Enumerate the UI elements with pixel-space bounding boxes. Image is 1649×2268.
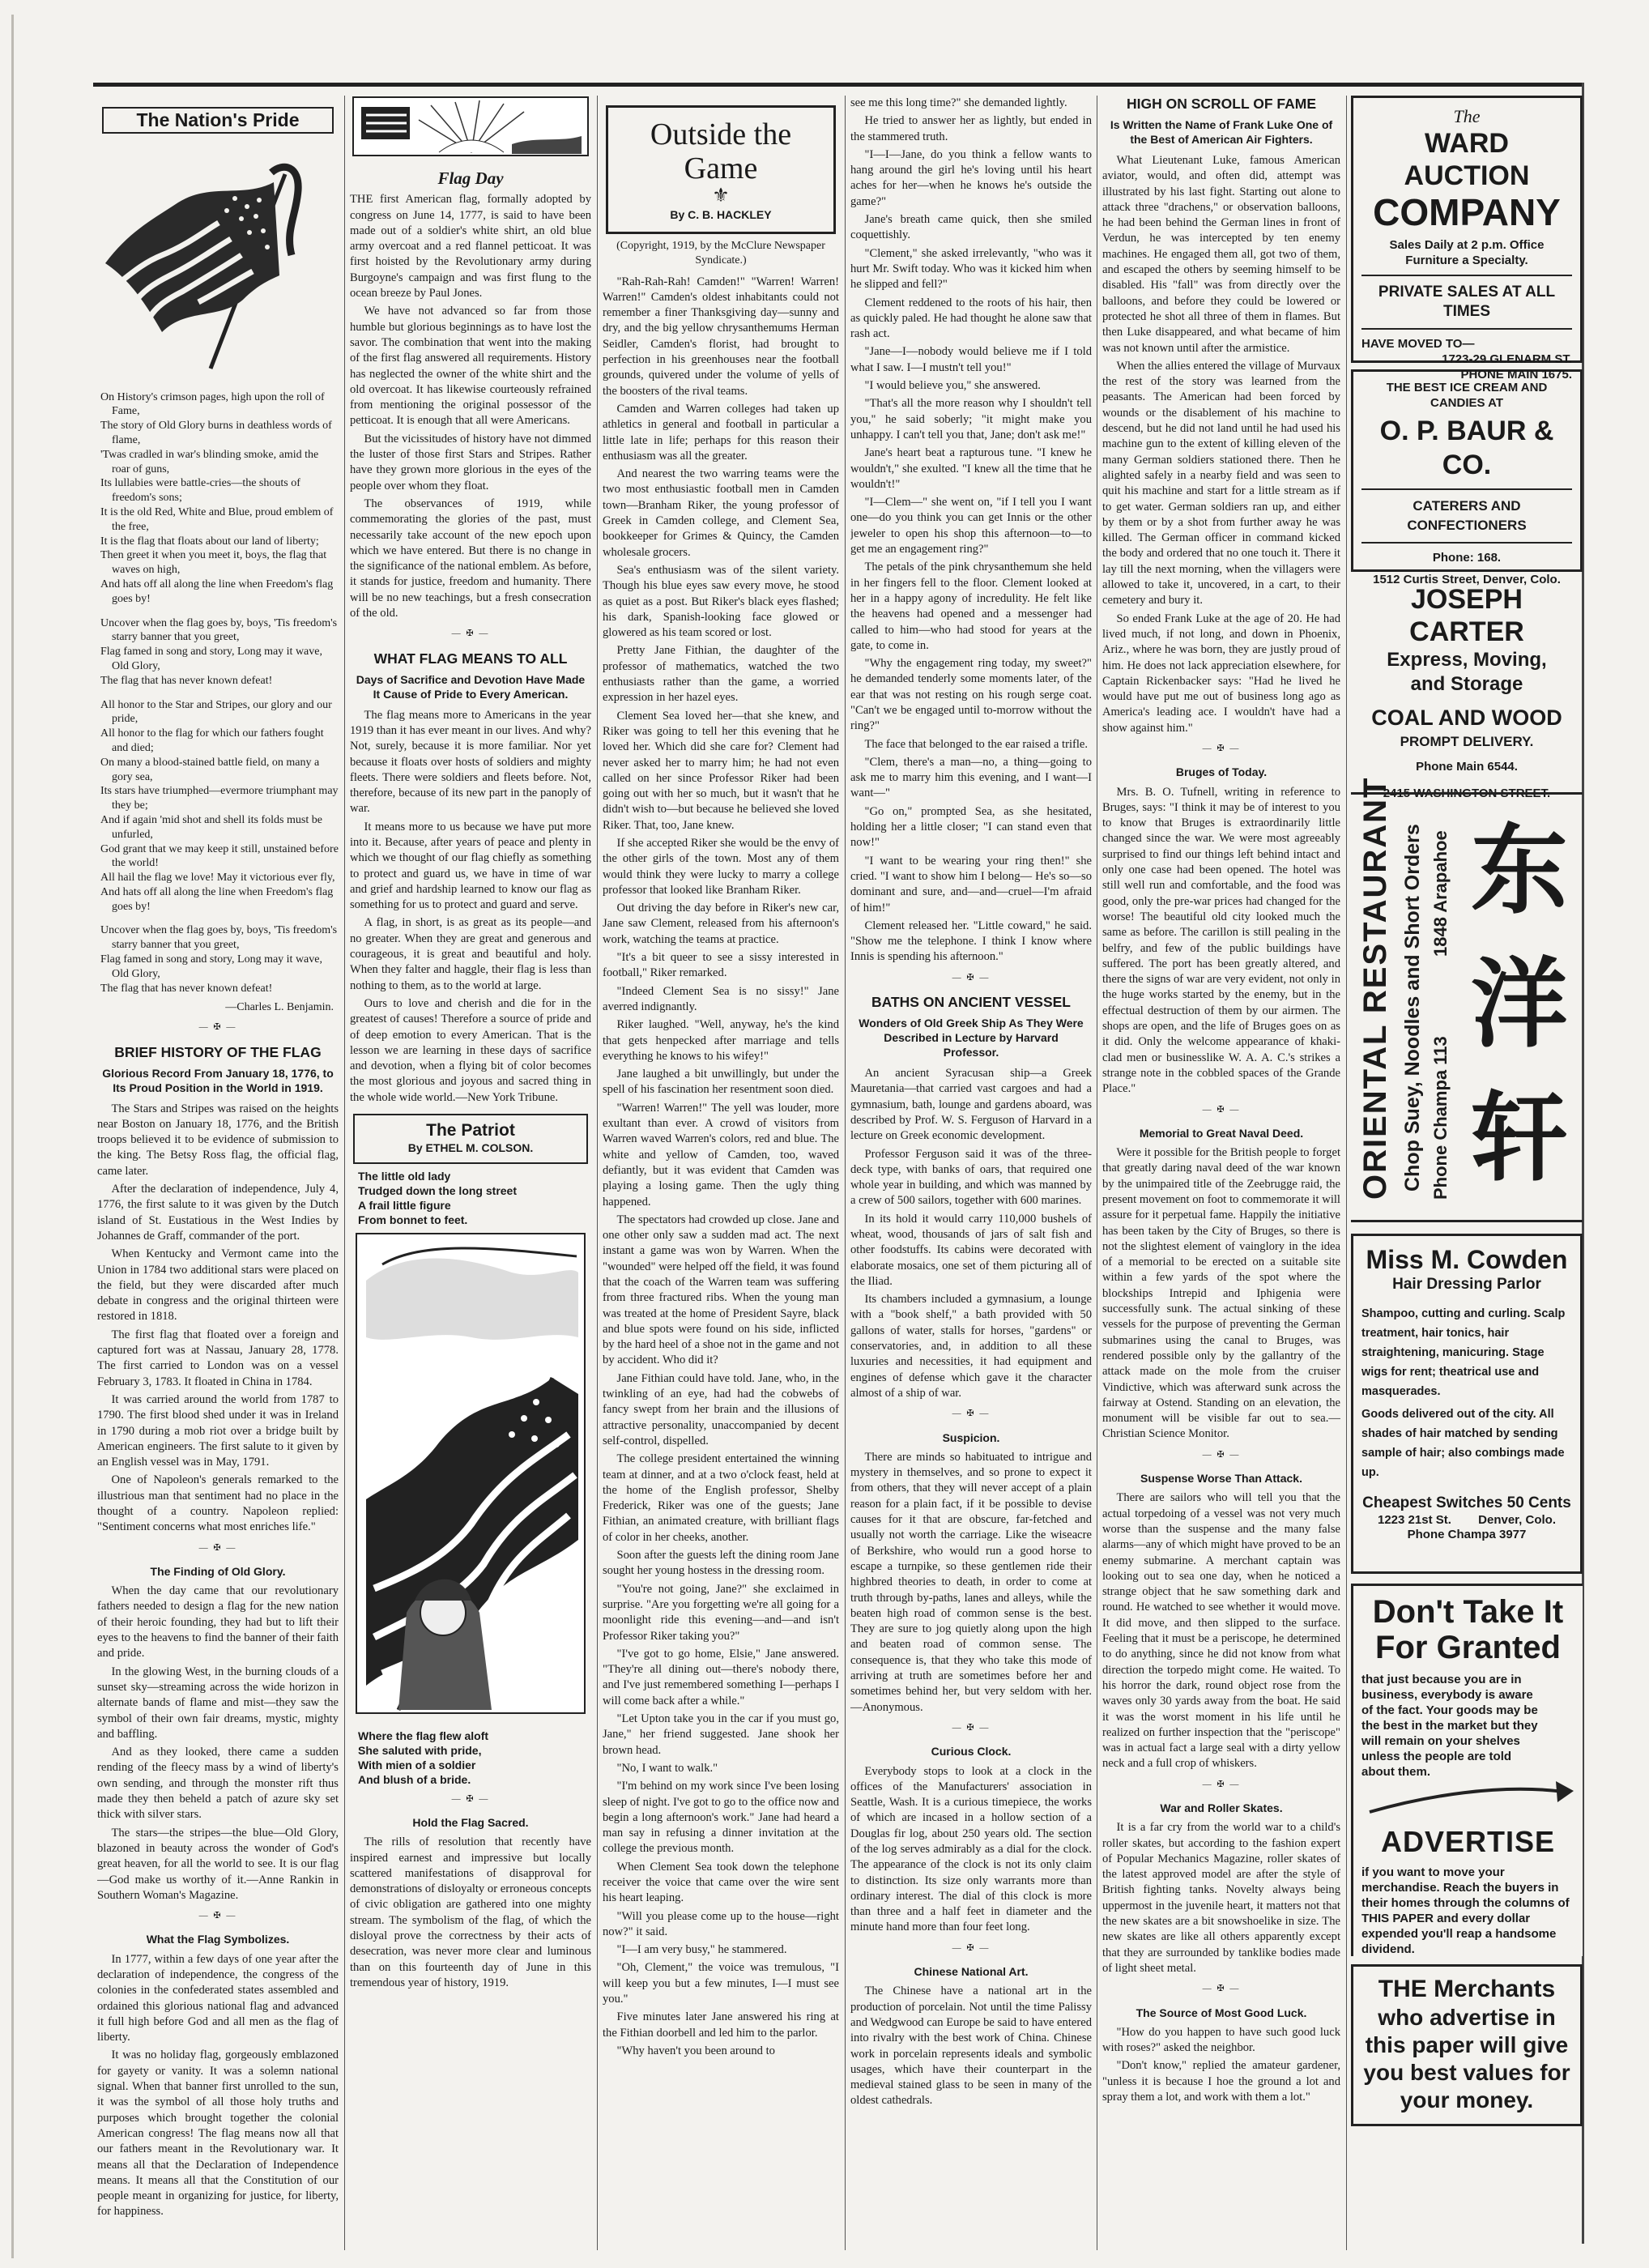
poem-line: All honor to the Star and Stripes, our glory and our pride, (100, 698, 332, 726)
paragraph: The petals of the pink chrysanthemum she held in her fingers fell to the floor. Clement looked at her in a happy agony of incredulity. He felt like the heavens had opened and a messenger had called to him—who had stood for years at the gate, to come in. (850, 561, 1092, 652)
paragraph: Clement Sea loved her—that she knew, and Riker was going to tell her this evening that he loved her. Which did she care for? Clement had never asked her to marry him; he had not even called on her since Professor Riker had been going out with her so much, but it wasn't that he didn't wish to—but because he believed she loved Riker. That, too, Jane knew. (603, 709, 839, 832)
flag-day-header-art (350, 96, 591, 159)
story-byline: By C. B. HACKLEY (670, 208, 772, 222)
column-4 (850, 96, 1092, 2258)
baur-ad (1351, 369, 1583, 586)
poem-line: And hats off all along the line when Freedom's flag goes by! (100, 578, 334, 605)
paragraph: "Rah-Rah-Rah! Camden!" "Warren! Warren! Warren!" Camden's oldest inhabitants could not remember a finer Thanksgiving day—sunny and dry, and the big yellow chrysanthemums Herman Seidler, Camden's florist, had brought to perfection in his greenhouses near the football grounds, quivered under the volume of yells of the boosters of the rival teams. (603, 275, 839, 398)
poem-line: And if again 'mid shot and shell its folds must be unfurled, (100, 813, 322, 841)
luke-subheading: Is Written the Name of Frank Luke One of the Best of American Air Fighters. (1110, 118, 1333, 146)
baur-phone: Phone: 168. (1432, 551, 1502, 565)
merchants-line-2: who advertise in (1378, 2005, 1556, 2030)
paragraph: "How do you happen to have such good luck with roses?" asked the neighbor. (1102, 2025, 1340, 2055)
paragraph: And nearest the two warring teams were the two most enthusiastic football men in Camden town—Branham Riker, the young professor of Greek in Camden college, and Clement Sea, bookkeeper for Grimes & Quincy, the Camden wholesale grocers. (603, 467, 839, 559)
story-title-line-1: Outside the (650, 117, 792, 151)
paragraph: Sea's enthusiasm was of the silent variety. Though his blue eyes saw every move, he stood as quiet as a post. But Riker's black eyes flashed; his dark, Spanish-looking face glowed or glowered as his team scored or lost. (603, 563, 839, 640)
paragraph: "Jane—I—nobody would believe me if I told what I saw. I—I mustn't tell you!" (850, 345, 1092, 374)
dont-take-it-for-granted-ad (1351, 1584, 1583, 1956)
poem-line: Flag famed in song and story, Long may it wave, Old Glory, (100, 646, 322, 672)
paragraph: Professor Ferguson said it was of the three-deck type, with banks of oars, that required one whole year in building, and which was manned by a crew of 500 sailors, together with 600 marines. (850, 1147, 1092, 1208)
oriental-chinese-characters: 东洋轩 (1471, 815, 1568, 1195)
divider: — ✠ — (198, 1542, 237, 1553)
paragraph: "Warren! Warren!" The yell was louder, more exultant than ever. A crowd of visitors from Warren waved Warren's colors, red and blue. The white and yellow of Camden, too, waved defiantly, but it was evident that Camden was playing a losing game. Then the ugly thing happened. (603, 1101, 839, 1209)
poem-line: From bonnet to feet. (358, 1213, 468, 1227)
paragraph: The stars—the stripes—the blue—Old Glory, blazoned in beauty across the wonder of God's great heaven, for all the world to see. It is our flag—God make us worthy of it.—Anne Rankin in Southern Woman's Magazine. (97, 1826, 339, 1902)
art-heading: Chinese National Art. (914, 1965, 1029, 1979)
symbol-heading: What the Flag Symbolizes. (146, 1933, 290, 1946)
luck-text (1102, 2025, 1340, 2105)
bruges-text (1102, 785, 1340, 1098)
baths-text (850, 1066, 1092, 1401)
paragraph: When Clement Sea took down the telephone receiver the voice that came over the wire sent his heart leaping. (603, 1860, 839, 1905)
poem-line: Flag famed in song and story, Long may it wave, Old Glory, (100, 953, 322, 980)
paragraph: Camden and Warren colleges had taken up athletics in general and football in particular a little late in life; perhaps for this reason their enthusiasm was all the greater. (603, 402, 839, 463)
baur-caterers: CATERERS AND (1413, 498, 1521, 514)
paragraph: It was carried around the world from 1787 to 1790. The first blood shed under it was in Ireland in 1790 during a mob riot over a bridge built by American engineers. The first salute to it given by an English vessel was in May, 1791. (97, 1392, 339, 1469)
merchants-line-1: THE Merchants (1378, 1976, 1556, 2002)
flag-day-heading: Flag Day (437, 168, 504, 189)
poem-line: And blush of a bride. (358, 1772, 471, 1786)
art-text (850, 1984, 1092, 2108)
paragraph: "It's a bit queer to see a sissy interested in football," Riker remarked. (603, 951, 839, 980)
poem-line: Uncover when the flag goes by, boys, 'Tis freedom's starry banner that you greet, (100, 616, 338, 644)
column-rule (845, 96, 846, 2250)
ward-name-2: COMPANY (1373, 191, 1561, 233)
divider: — ✠ — (451, 1793, 490, 1804)
paragraph: "I would believe you," she answered. (864, 379, 1041, 393)
paragraph: "Oh, Clement," the voice was tremulous, "I will keep you but a few minutes, I—I must see you." (603, 1961, 839, 2006)
clock-text (850, 1764, 1092, 1936)
poem-line: God grant that we may keep it still, unstained before the world! (100, 842, 339, 870)
granted-body-2: if you want to move your merchandise. Reach the buyers in their homes through the columns of THIS PAPER and every dollar expended you'll reap a handsome dividend. (1361, 1865, 1570, 1956)
fleur-de-lis-icon: ⚜ (712, 185, 730, 207)
patriot-heading: The Patriot (426, 1121, 515, 1140)
paragraph: "No, I want to walk." (616, 1761, 718, 1775)
story-text (603, 275, 839, 2060)
carter-line-3: COAL AND WOOD (1371, 706, 1562, 730)
poem-line: All hail the flag we love! May it victorious ever fly, (100, 872, 335, 885)
story-title-box (606, 105, 836, 234)
nations-pride-poem (100, 390, 339, 996)
paragraph: There are minds so habituated to intrigue and mystery in themselves, and so prone to expect it from others, that they will never accept of a plain reason for a plain fact, if it be possible to devise causes for it that are obscure, far-fetched and usually not worth the carriage. Like the wiseacre of Berkshire, who would run a good horse to escape a turnpike, so these gentlemen ride their highbred theories to death, in order to come at truth through by-paths, lanes and alleys, while the beaten high road of common sense is the best. They are sure to jog quietly along upon the high and beaten road of common sense. The consequence is, that they who take this mode of arriving at truth are sometimes before her and sometimes behind her, but very seldom with her.—Anonymous. (850, 1450, 1092, 1714)
paragraph: "Let Upton take you in the car if you must go, Jane," her friend suggested. Jane shook her brown head. (603, 1712, 839, 1757)
divider: — ✠ — (198, 1022, 237, 1033)
clock-heading: Curious Clock. (931, 1745, 1012, 1759)
divider: — ✠ — (952, 972, 991, 983)
baur-address: 1512 Curtis Street, Denver, Colo. (1373, 573, 1561, 586)
oriental-sub: Chop Suey, Noodles and Short Orders (1401, 824, 1424, 1192)
paragraph: It was no holiday flag, gorgeously emblazoned for gayety or vanity. It was a solemn national signal. When that banner first unrolled to the sun, it was the symbol of all those holy truths and purposes which brought together the colonial American congress! The flag means now all that our fathers meant in the Revolutionary war. It means all that the Declaration of Independence means. It means all that the Constitution of our people meant in organizing for justice, for liberty, for happiness. (97, 2048, 339, 2219)
granted-heading-1: Don't Take It (1372, 1594, 1564, 1630)
advertise-word: ADVERTISE (1380, 1825, 1556, 1858)
paragraph: "Clement," she asked irrelevantly, "who was it hurt Mr. Swift today. Who was it kicked him when he slipped and fell?" (850, 246, 1092, 292)
paragraph: "I—I—Jane, do you think a fellow wants to hang around the girl he's loving until his heart aches for her—when he knows he's outside the game?" (850, 147, 1092, 208)
paragraph: The flag means more to Americans in the year 1919 than it has ever meant in our lives. And why? Not, surely, because it is more familiar. Nor yet because it floats over hosts of soldiers and mighty fleets. There were soldiers and fleets before. Not, therefore, because of its new part in the panoply of war. (350, 708, 591, 816)
poem-line: She saluted with pride, (358, 1743, 482, 1757)
skates-text (1102, 1820, 1340, 1976)
ads-column (1351, 96, 1583, 2126)
paragraph: Its chambers included a gymnasium, a lounge with a "book shelf," a bath provided with 50 gallons of water, stalls for horses, "gardens" or conservatories, and, in addition to all these luxuries and necessities, it had equipment and engines of defense which gave it the character almost of a ship of war. (850, 1293, 1092, 1400)
paragraph: "You're not going, Jane?" she exclaimed in surprise. "Are you forgetting we're all going for a moonlight ride this evening—and—and isn't Professor Riker taking you?" (603, 1582, 839, 1643)
ward-auction-ad (1351, 96, 1583, 382)
poem-line: The flag that has never known defeat! (100, 982, 273, 995)
history-heading: BRIEF HISTORY OF THE FLAG (114, 1043, 322, 1060)
flag-illustration (97, 142, 339, 385)
divider: — ✠ — (198, 1911, 237, 1921)
cowden-body: Shampoo, cutting and curling. Scalp treatment, hair tonics, hair straightening, manicuring. Stage wigs for rent; theatrical use and masquerades. (1361, 1307, 1566, 1398)
paragraph: Were it possible for the British people to forget that greatly daring naval deed of the war known by the unimpaired title of the Zeebrugge raid, the present movement on foot to commemorate it will assure for it perpetual fame. Happily the initiative has been taken by the City of Bruges, so there is not the slightest element of vainglory in the idea of a memorial to be erected on a suitable site within a few yards of the spot where the blockships Intrepid and Iphigenia were successfully sunk. The actual sinking of these vessels for the purpose of preventing the German submarines using the canal to Bruges, was rendered possible only by the gallantry of the attack made on the mole from the cruiser Vindictive, which was afterward sunk across the fairway at Ostend. Standing on an elevation, the monument will be visible far out to sea.—Christian Science Monitor. (1102, 1146, 1340, 1441)
carter-address: 2415 WASHINGTON STREET. (1383, 787, 1551, 800)
luke-text (1102, 153, 1340, 736)
poem-line: Its stars have triumphed—evermore triumphant may they be; (100, 785, 339, 812)
paragraph: Clement reddened to the roots of his hair, then as quickly paled. He had thought he alone saw that rash act. (850, 296, 1092, 341)
luke-heading: HIGH ON SCROLL OF FAME (1127, 96, 1316, 112)
paragraph: "Why the engagement ring today, my sweet?" he demanded tenderly some moments later, of the ear that was not resting on his rough serge coat. "Can't we be engaged until to-morrow without the ring?" (850, 657, 1092, 733)
poem-line: It is the old Red, White and Blue, proud emblem of the free, (100, 505, 334, 533)
nations-pride-title: The Nation's Pride (102, 107, 334, 134)
poem-line: On many a blood-stained battle field, on many a gory sea, (100, 756, 320, 783)
paragraph: "I'm behind on my work since I've been losing sleep of night. I've got to go to the office now and begin a long afternoon's work." Jane had heard a man say in refusing a dinner invitation at the college the previous month. (603, 1780, 839, 1856)
paragraph: Pretty Jane Fithian, the daughter of the professor of mathematics, watched the two enthusiasts rather than the game, a worried expression in her hazel eyes. (603, 644, 839, 705)
divider: — ✠ — (952, 1409, 991, 1419)
paragraph: The observances of 1919, while commemorating the glories of the past, must necessarily take account of the new epoch upon which we have entered. But there is no change in the significance of the national emblem. As before, it stands for justice, freedom and humanity. There will be no new teachings, but a fresh consecration of the old. (350, 497, 591, 620)
paragraph: We have not advanced so far from those humble but glorious beginnings as to have lost the savor. The combination that went into the making of the first flag answered all requirements. History has neglected the owner of the white shirt and the old overcoat. It has likewise courteously refrained from mentioning the original possessor of the petticoat. It is enough that all were Americans. (350, 305, 591, 428)
paragraph: The college president entertained the winning team at dinner, and at a two o'clock feast, held at the home of the English professor, Shelby Frederick, Riker was one of the guests; Jane Fithian, an animated creature, with brilliant flags of color in her cheeks, another. (603, 1452, 839, 1544)
paragraph: see me this long time?" she demanded lightly. (850, 96, 1067, 109)
paragraph: Jane's heart beat a rapturous tune. "I knew he wouldn't," she exulted. "I knew all the time that he wouldn't!" (850, 446, 1092, 491)
sacred-text (350, 1835, 591, 1991)
paragraph: "I—I am very busy," he stammered. (616, 1943, 787, 1957)
story-title-line-2: Game (684, 151, 758, 185)
bruges-heading: Bruges of Today. (1175, 765, 1268, 779)
poem-line: A frail little figure (358, 1199, 451, 1213)
merchants-ad (1351, 1964, 1583, 2126)
paragraph: What Lieutenant Luke, famous American aviator, would, and often did, attempt was illustrated by his last fight. Starting out alone to attack three "drachens," or observation balloons, he had been behind the German lines in front of Verdun, he was intercepted by ten enemy machines. He engaged them all, got two of them, and escaped the others by seeming himself to be disabled. His "fall" was from directly over the balloons, and before they could be lowered or protected he shot all three of them in flames. But then Luke disappeared, and what became of him was not known until after the armistice. (1102, 154, 1340, 355)
divider: — ✠ — (1202, 1104, 1241, 1115)
ward-private: PRIVATE SALES AT ALL TIMES (1378, 284, 1556, 320)
paragraph: "Why haven't you been around to (616, 2044, 775, 2057)
paragraph: The Chinese have a national art in the production of porcelain. Not until the time Palissy and Wedgwood can Europe be said to have entered into rivalry with the best work of China. Chinese work in porcelain represents ideals and symbolic usages, which have their counterpart in the medieval stained glass to be seen in many of the oldest cathedrals. (850, 1985, 1092, 2108)
suspicion-text (850, 1450, 1092, 1716)
baths-heading: BATHS ON ANCIENT VESSEL (871, 994, 1071, 1011)
column-rule (597, 96, 598, 2250)
stanza-gap (100, 607, 339, 616)
ward-moved: HAVE MOVED TO— (1361, 337, 1475, 351)
paragraph: "Will you please come up to the house—right now?" it said. (603, 1909, 839, 1938)
paragraph: Riker laughed. "Well, anyway, he's the kind that gets henpecked after marriage and tells everything he knows to his wifey!" (603, 1018, 839, 1063)
patriot-byline: By ETHEL M. COLSON. (407, 1141, 534, 1155)
poem-author: —Charles L. Benjamin. (225, 1001, 334, 1014)
stanza-gap (100, 914, 339, 923)
poem-line: Then greet it when you meet it, boys, the flag that waves on high, (100, 549, 327, 577)
paragraph: A flag, in short, is as great as its people—and no greater. When they are great and generous and courageous, it is great and beautiful and holy. When they falter and haggle, their flag is less than nothing to them, as to the world at large. (350, 916, 591, 992)
poem-line: Trudged down the long street (358, 1184, 517, 1198)
masthead-rule (93, 83, 1584, 87)
carter-line-4: PROMPT DELIVERY. (1400, 734, 1534, 749)
patriot-verse-1 (358, 1169, 583, 1227)
story-continued-text (850, 96, 1092, 966)
cowden-switches: Cheapest Switches 50 Cents (1362, 1494, 1571, 1511)
paragraph: In 1777, within a few days of one year after the declaration of independence, the congress of the colonies in the confederated states assembled and ordained this glorious national flag and advanced it full high before God and all men as the flag of liberty. (97, 1952, 339, 2044)
poem-line: Uncover when the flag goes by, boys, 'Tis freedom's starry banner that you greet, (100, 924, 338, 952)
finding-text (97, 1584, 339, 1904)
carter-line-1: Express, Moving, (1387, 649, 1547, 671)
poem-line: Where the flag flew aloft (358, 1729, 489, 1742)
arrow-icon (1361, 1780, 1580, 1820)
granted-heading-2: For Granted (1375, 1630, 1561, 1665)
memorial-text (1102, 1145, 1340, 1443)
oriental-name: ORIENTAL RESTAURANT (1357, 776, 1393, 1200)
paragraph: "I—Clem—" she went on, "if I tell you I want one—do you think you can get Innis or the other jeweler to open his shop this afternoon—to—to get me an engagement ring?" (850, 496, 1092, 556)
history-text (97, 1102, 339, 1536)
paragraph: Jane Fithian could have told. Jane, who, in the twinkling of an eye, had had the cobwebs of fancy swept from her brain and the illusions of attractive personality, unaccompanied by decent self-control, dispelled. (603, 1371, 839, 1447)
poem-line: The little old lady (358, 1170, 451, 1183)
finding-heading: The Finding of Old Glory. (150, 1564, 286, 1578)
cowden-name: Miss M. Cowden (1366, 1245, 1568, 1274)
stanza-gap (100, 688, 339, 698)
divider: — ✠ — (952, 1942, 991, 1953)
poem-line: The story of Old Glory burns in deathless words of flame, (100, 420, 332, 446)
paragraph: The first flag that floated over a foreign and captured fort was at Nassau, January 28, 1778. The first carried to London was on a vessel February 3, 1783. It floated in China in 1784. (97, 1328, 339, 1388)
paragraph: Jane's breath came quick, then she smiled coquettishly. (850, 213, 1092, 242)
patriot-box (353, 1114, 588, 1164)
poem-line: Its lullabies were battle-cries—the shouts of freedom's sons; (100, 477, 300, 505)
poem-line: The flag that has never known defeat! (100, 674, 273, 687)
merchants-line-5: your money. (1400, 2087, 1534, 2112)
paragraph: "I've got to go home, Elsie," Jane answered. "They're all dining out—there's nobody there, and I've just remembered something I—perhaps I will come back after a while." (603, 1647, 839, 1707)
baths-subheading: Wonders of Old Greek Ship As They Were Described in Lecture by Harvard Professor. (859, 1017, 1084, 1059)
paragraph: Five minutes later Jane answered his ring at the Fithian doorbell and led him to the parlor. (603, 2010, 839, 2040)
poem-line: With mien of a soldier (358, 1758, 476, 1771)
suspense-text (1102, 1490, 1340, 1771)
paragraph: "That's all the more reason why I shouldn't tell you," he said soberly; "it might make you unhappy. I can't tell you that, Jane; don't ask me!" (850, 397, 1092, 441)
divider: — ✠ — (451, 629, 490, 639)
cowden-body-2: Goods delivered out of the city. All shades of hair matched by sending sample of hair; also combings made up. (1361, 1408, 1565, 1479)
paragraph: After the declaration of independence, July 4, 1776, the first salute to it was given by the Dutch island of St. Eustatious in the West Indies by Johannes de Graff, commander of the port. (97, 1183, 339, 1243)
divider: — ✠ — (1202, 1779, 1241, 1789)
paragraph: One of Napoleon's generals remarked to the illustrious man that sentiment had no place in the thought of a country. Napoleon replied: "Sentiment concerns what most enriches life." (97, 1473, 339, 1534)
paragraph: So ended Frank Luke at the age of 20. He had lived much, if not long, and down in Phoenix, Ariz., where he was born, they are justly proud of him. He does not lack appreciation elsewhere, for Captain Rickenbacker says: "Had he lived he would have put me out of business long ago as America's leading ace. I wouldn't have had a show against him." (1102, 612, 1340, 735)
patriot-illustration (350, 1232, 591, 1718)
paragraph: But the vicissitudes of history have not dimmed the luster of those first Stars and Stripes. Rather have they grown more glorious in the eyes of the people over whom they float. (350, 432, 591, 492)
divider: — ✠ — (952, 1722, 991, 1733)
baur-line-1: THE BEST ICE CREAM AND CANDIES AT (1386, 381, 1548, 410)
ward-address: 1723-29 GLENARM ST. (1442, 352, 1572, 366)
paragraph: In the glowing West, in the burning clouds of a sunset sky—streaming across the wide horizon in alternate bands of flame and mist—they saw the symbol of their own fair dreams, mystic, mighty and baffling. (97, 1665, 339, 1741)
cowden-sub: Hair Dressing Parlor (1392, 1276, 1541, 1293)
oriental-restaurant-ad (1351, 776, 1583, 1222)
paragraph: Out driving the day before in Riker's new car, Jane saw Clement, released from his afternoon's work, watching the teams at practice. (603, 902, 839, 946)
suspicion-heading: Suspicion. (942, 1430, 1000, 1444)
paragraph: It is a far cry from the world war to a child's roller skates, but according to the fashion expert of Popular Mechanics Magazine, roller skates of the latest approved model are after the style of British fighting tanks. Novelty always being uppermost in the juvenile heart, it matters not that the new skates are a bit snowshoelike in size. The new skates are like all others apparently except that they are surrounded by tanklike bodies made of light sheet metal. (1102, 1821, 1340, 1975)
symbol-text (97, 1952, 339, 2220)
paragraph: "Indeed Clement Sea is no sissy!" Jane averred indignantly. (603, 984, 839, 1013)
paragraph: THE first American flag, formally adopted by congress on June 14, 1777, is said to have been made out of a soldier's white shirt, an old blue army overcoat and a red flannel petticoat. It was first hoisted by the Revolutionary army during Burgoyne's campaign and was first flung to the ocean breeze by Paul Jones. (350, 193, 591, 301)
column-rule (344, 96, 345, 2250)
column-2 (350, 96, 591, 2258)
history-subheading: Glorious Record From January 18, 1776, to Its Proud Position in the World in 1919. (102, 1066, 334, 1094)
paragraph: When the allies entered the village of Murvaux the rest of the story was learned from the peasants. The American had been forced by wounds or the disablement of his machine to descend, but he did not land until he had used his machine gun to the extent of killing eleven of the many German soldiers stationed there. Then he alighted safely in a nearby field and was seen to quit his machine and start for a little stream as if to get water. German soldiers ran up, and either by them or by a shot from further away he was killed. The German officer in command kicked the body and ordered that no one touch it. There it lay till the next morning, when the villagers were allowed to take it, uncovered, in a cart, to their cemetery and bury it. (1102, 359, 1340, 608)
suspense-heading: Suspense Worse Than Attack. (1140, 1472, 1302, 1486)
merchants-line-3: this paper will give (1365, 2032, 1569, 2057)
paragraph: The face that belonged to the ear raised a trifle. (864, 737, 1089, 751)
column-1 (97, 96, 339, 2258)
means-heading: WHAT FLAG MEANS TO ALL (373, 650, 568, 667)
poem-line: On History's crimson pages, high upon the roll of Fame, (100, 390, 325, 418)
paragraph: And as they looked, there came a sudden rending of the fleecy mass by a wind of liberty's own sending, and through the monster rift thus made they then beheld a patch of azure sky set thick with silver stars. (97, 1746, 339, 1822)
paragraph: "Go on," prompted Sea, as she hesitated, holding her a little closer; "I can stand even that now!" (850, 804, 1092, 850)
paragraph: "Clem, there's a man—no, a thing—going to ask me to marry him this evening, and I want—I want—" (850, 755, 1092, 800)
baur-name: O. P. BAUR & CO. (1379, 416, 1554, 480)
cowden-ad (1351, 1234, 1583, 1574)
paragraph: Jane laughed a bit unwillingly, but under the spell of his fascination her resentment soon died. (603, 1068, 839, 1097)
means-subheading: Days of Sacrifice and Devotion Have Made It Cause of Pride to Every American. (356, 672, 586, 701)
cowden-phone: Phone Champa 3977 (1407, 1528, 1527, 1541)
paragraph: "I want to be wearing your ring then!" she cried. "I want to show him I belong— He's so—so dominant and sure, and—and—cruel—I'm afraid of him!" (850, 854, 1092, 914)
paragraph: Ours to love and cherish and die for in the greatest of causes! Therefore a source of pride and of deep emotion to every American. That is the lesson we are learning in these days of sacrifice and devotion, when a flying bit of color becomes the most glorious and joyous and sacred thing in the whole wide world.—New York Tribune. (350, 996, 591, 1104)
carter-phone: Phone Main 6544. (1416, 760, 1518, 774)
column-3 (603, 96, 839, 2258)
skates-heading: War and Roller Skates. (1160, 1801, 1283, 1814)
ward-line-1: Sales Daily at 2 p.m. Office Furniture a Specialty. (1389, 238, 1545, 267)
paragraph: Mrs. B. O. Tufnell, writing in reference to Bruges, says: "I think it may be of interest to you to know that Bruges is extraordinarily little changed since the war. We were most agreeably surprised to find our things left behind intact and only one case had been opened. The hotel was still well run and comfortable, and the food was good, only the pre-war prices had changed for the worse! The beautiful old city looked much the same as before. The carillon is still pealing in the belfry, and few of the public buildings have suffered. The port has been greatly altered, and there the signs of war are very evident, not only in the huge works started by the enemy, but in the effectual destruction of them by our airmen. The shops are open, and the life of Bruges goes on as it did. Only the welcome appearance of khaki-clad men or businesslike W. A. A. C.'s strikes a strange note in the cobbled spaces of the Grande Place." (1102, 785, 1340, 1096)
oriental-address: 1848 Arapahoe (1430, 830, 1451, 957)
cowden-address-2: Denver, Colo. (1478, 1513, 1556, 1527)
story-copyright: (Copyright, 1919, by the McClure Newspaper Syndicate.) (616, 239, 825, 266)
paragraph: It means more to us because we have put more into it. Because, after years of peace and plenty in which we thought of our flag chiefly as something to protect and guard us, we have in time of war and grief and hardship learned to know our flag as something for us to protect and guard and serve. (350, 820, 591, 912)
flag-day-text (350, 192, 591, 621)
poem-line: All honor to the flag for which our fathers fought and died; (100, 727, 324, 754)
patriot-verse-2 (358, 1729, 583, 1787)
paragraph: In its hold it would carry 110,000 bushels of wheat, wood, thousands of jars of salt fish and other foodstuffs. Its cabins were decorated with elaborate mosaics, one set of them picturing all of the Iliad. (850, 1212, 1092, 1288)
paragraph: The Stars and Stripes was raised on the heights near Boston on January 18, 1776, and the British troops believed it to be evidence of submission to the king. The Betsy Ross flag, the official flag, came later. (97, 1102, 339, 1178)
granted-body: that just because you are in business, everybody is aware of the fact. Your goods may be the best in the market but they will remain on your shelves unless the people are told about them. (1361, 1673, 1538, 1779)
paragraph: When the day came that our revolutionary fathers needed to design a flag for the new nation of their heroic founding, they had but to lift their eyes to the heavens to find the banner of their faith and pride. (97, 1584, 339, 1660)
paragraph: Everybody stops to look at a clock in the offices of the Manufacturers' association in Seattle, Wash. It is a curious timepiece, the works of which are incased in a hollow section of a Douglas fir log, about 250 years old. The section of the log serves admirably as a dial for the clock. The appearance of the clock is not its only claim to distinction. Its size only warrants more than ordinary interest. The dial of this clock is more than three and a half feet in diameter and the minute hand more than four feet long. (850, 1764, 1092, 1934)
divider: — ✠ — (1202, 743, 1241, 753)
divider: — ✠ — (1202, 1984, 1241, 1994)
poem-line: 'Twas cradled in war's blinding smoke, amid the roar of guns, (100, 448, 319, 475)
ward-name-1: WARD AUCTION (1404, 128, 1530, 191)
paragraph: An ancient Syracusan ship—a Greek Mauretania—that carried vast cargoes and had a gymnasium, bath, lounge and gardens aboard, was described by Prof. W. S. Ferguson of Harvard in a lecture on Greek economic development. (850, 1067, 1092, 1143)
oriental-phone: Phone Champa 113 (1430, 1036, 1451, 1200)
paragraph: The rills of resolution that recently have inspired earnest and impressive but locally scattered manifestations of disapproval for demonstrations of disloyalty or erroneous concepts of civic obligation are gathered into one mighty stream. The symbolism of the flag, of which the disloyal prove the correctness by their acts of desecration, was never more clear and luminous than on this fourteenth day of June in this tremendous year of history, 1919. (350, 1835, 591, 1989)
column-5 (1102, 96, 1340, 2258)
paragraph: There are sailors who will tell you that the actual torpedoing of a vessel was not very much worse than the suspense and the many false alarms—any of which might have proved to be an enemy submarine. A merchant captain was looking out to sea one day, when he noticed a strange object that he saw something dark and round. He watched to see whether it would move. It did move, and then slipped to the surface. Feeling that it must be a periscope, he determined to do anything, since he did not know from what direction the torpedo might come. He waited. To his horror the dark, round object rose from the waves only 30 yards away from the boat. He said it was the worst moment in his life until he realized on further inspection that the "periscope" was in actual fact a large seal with a dirty yellow neck and a full crop of whiskers. (1102, 1491, 1340, 1771)
paragraph: Clement released her. "Little coward," he said. "Show me the telephone. I think I know where Innis is spending his afternoon." (850, 919, 1092, 964)
paragraph: He tried to answer her as lightly, but ended in the stammered truth. (850, 114, 1092, 143)
baur-confectioners: CONFECTIONERS (1407, 518, 1527, 533)
luck-heading: The Source of Most Good Luck. (1136, 2006, 1307, 2019)
ward-the: The (1453, 106, 1481, 126)
paragraph: If she accepted Riker she would be the envy of the other girls of the town. Most any of them would think they were lucky to marry a college professor that looked like Branham Riker. (603, 836, 839, 897)
means-text (350, 708, 591, 1106)
sacred-heading: Hold the Flag Sacred. (412, 1815, 529, 1829)
cowden-address-1: 1223 21st St. (1378, 1513, 1451, 1527)
paragraph: The spectators had crowded up close. Jane and one other only saw a sudden mad act. The next instant a game was won by Warren. When the "wounded" were helped off the field, it was found that the coach of the Warren team was suffering from three fractured ribs. When the young man was treated at the home of President Sayre, black and blue spots were found on his side, inflicted by the hard heel of a shoe not in the game and not by accident. Who did it? (603, 1213, 839, 1367)
poem-line: It is the flag that floats about our land of liberty; (100, 535, 319, 548)
memorial-heading: Memorial to Great Naval Deed. (1139, 1126, 1304, 1140)
paragraph: "Don't know," replied the amateur gardener, "unless it is because I hoe the ground a lot and spray them a lot, and work with them a lot." (1102, 2059, 1340, 2104)
paragraph: Soon after the guests left the dining room Jane sought her young hostess in the dressing room. (603, 1549, 839, 1578)
paragraph: When Kentucky and Vermont came into the Union in 1784 two additional stars were placed on the field, but they were discarded after much debate in congress and the original thirteen were restored in 1818. (97, 1247, 339, 1324)
carter-name: JOSEPH CARTER (1409, 584, 1524, 647)
ward-phone: PHONE MAIN 1675. (1460, 368, 1572, 382)
carter-line-2: and Storage (1410, 673, 1523, 695)
merchants-line-4: you best values for (1363, 2060, 1570, 2085)
divider: — ✠ — (1202, 1449, 1241, 1460)
poem-line: And hats off all along the line when Freedom's flag goes by! (100, 885, 334, 913)
column-rule (1346, 96, 1347, 2250)
carter-ad (1351, 583, 1583, 800)
